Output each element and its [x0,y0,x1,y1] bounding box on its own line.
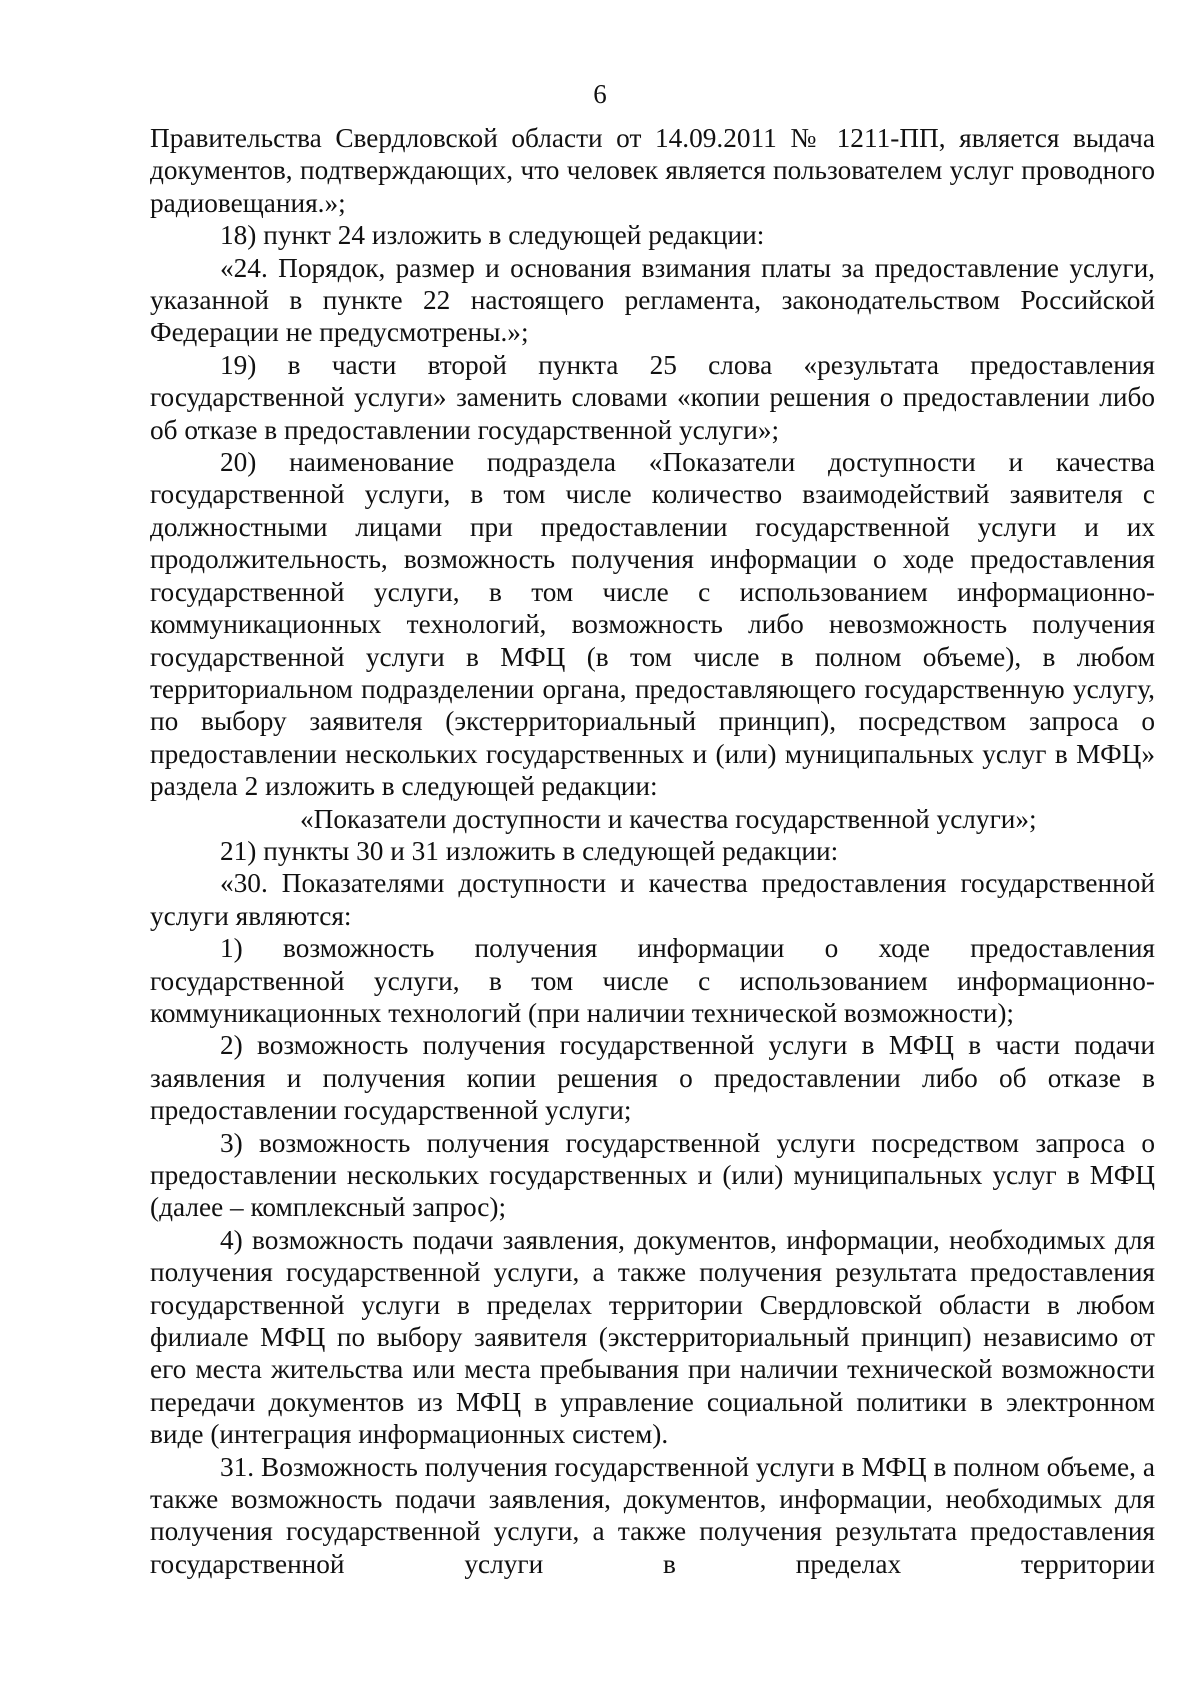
paragraph-subsection-title: «Показатели доступности и качества государственной услуги»; [300,803,1037,834]
paragraph-subitem-3: 3) возможность получения государственной услуги посредством запроса о предоставлении нескольких государственных и (или) муниципальных услуг в МФЦ (далее – комплексный запрос); [150,1127,1155,1223]
page-number: 6 [593,79,607,109]
paragraph-clause-24: «24. Порядок, размер и основания взимания платы за предоставление услуги, указанной в пункте 22 настоящего регламента, законодательством Российской Федерации не предусмотрены.»; [150,252,1155,348]
paragraph-item-19: 19) в части второй пункта 25 слова «результата предоставления государственной услуги» заменить словами «копии решения о предоставлении либо об отказе в предоставлении государственной услуги»; [150,349,1155,445]
paragraph-item-18: 18) пункт 24 изложить в следующей редакции: [220,220,765,251]
paragraph-subitem-1: 1) возможность получения информации о ходе предоставления государственной услуги, в том числе с использованием информационно-коммуникационных технологий (при наличии технической возможности); [150,933,1155,1028]
document-body [150,122,1155,1580]
paragraph-subitem-2: 2) возможность получения государственной услуги в МФЦ в части подачи заявления и получения копии решения о предоставлении либо об отказе в предоставлении государственной услуги; [150,1030,1155,1126]
paragraph-item-21: 21) пункты 30 и 31 изложить в следующей редакции: [220,835,839,866]
paragraph-item-20: 20) наименование подраздела «Показатели доступности и качества государственной услуги, в том числе количество взаимодействий заявителя с должностными лицами при предоставлении государственной услуги и их продолжительность, возможность получения информации о ходе предоставления государственной услуги, в том числе с использованием информационно-коммуникационных технологий, возможность либо невозможность получения государственной услуги в МФЦ (в том числе в полном объеме), в любом территориальном подразделении органа, предоставляющего государственную услугу, по выбору заявителя (экстерриториальный принцип), посредством запроса о предоставлении нескольких государственных и (или) муниципальных услуг в МФЦ» раздела 2 изложить в следующей редакции: [150,447,1155,802]
paragraph-subitem-4: 4) возможность подачи заявления, документов, информации, необходимых для получения государственной услуги, а также получения результата предоставления государственной услуги в пределах территории Свердловской области в любом филиале МФЦ по выбору заявителя (экстерриториальный принцип) независимо от его места жительства или места пребывания при наличии технической возможности передачи документов из МФЦ в управление социальной политики в электронном виде (интеграция информационных систем). [150,1224,1155,1450]
paragraph-continuation: Правительства Свердловской области от 14.09.2011 № 1211-ПП, является выдача документов, подтверждающих, что человек является пользователем услуг проводного радиовещания.»; [150,123,1155,218]
paragraph-clause-30: «30. Показателями доступности и качества предоставления государственной услуги являются: [150,868,1155,931]
paragraph-clause-31: 31. Возможность получения государственной услуги в МФЦ в полном объеме, а также возможность подачи заявления, документов, информации, необходимых для получения государственной услуги, а также получения результата предоставления государственной услуги в пределах территории [150,1451,1155,1579]
